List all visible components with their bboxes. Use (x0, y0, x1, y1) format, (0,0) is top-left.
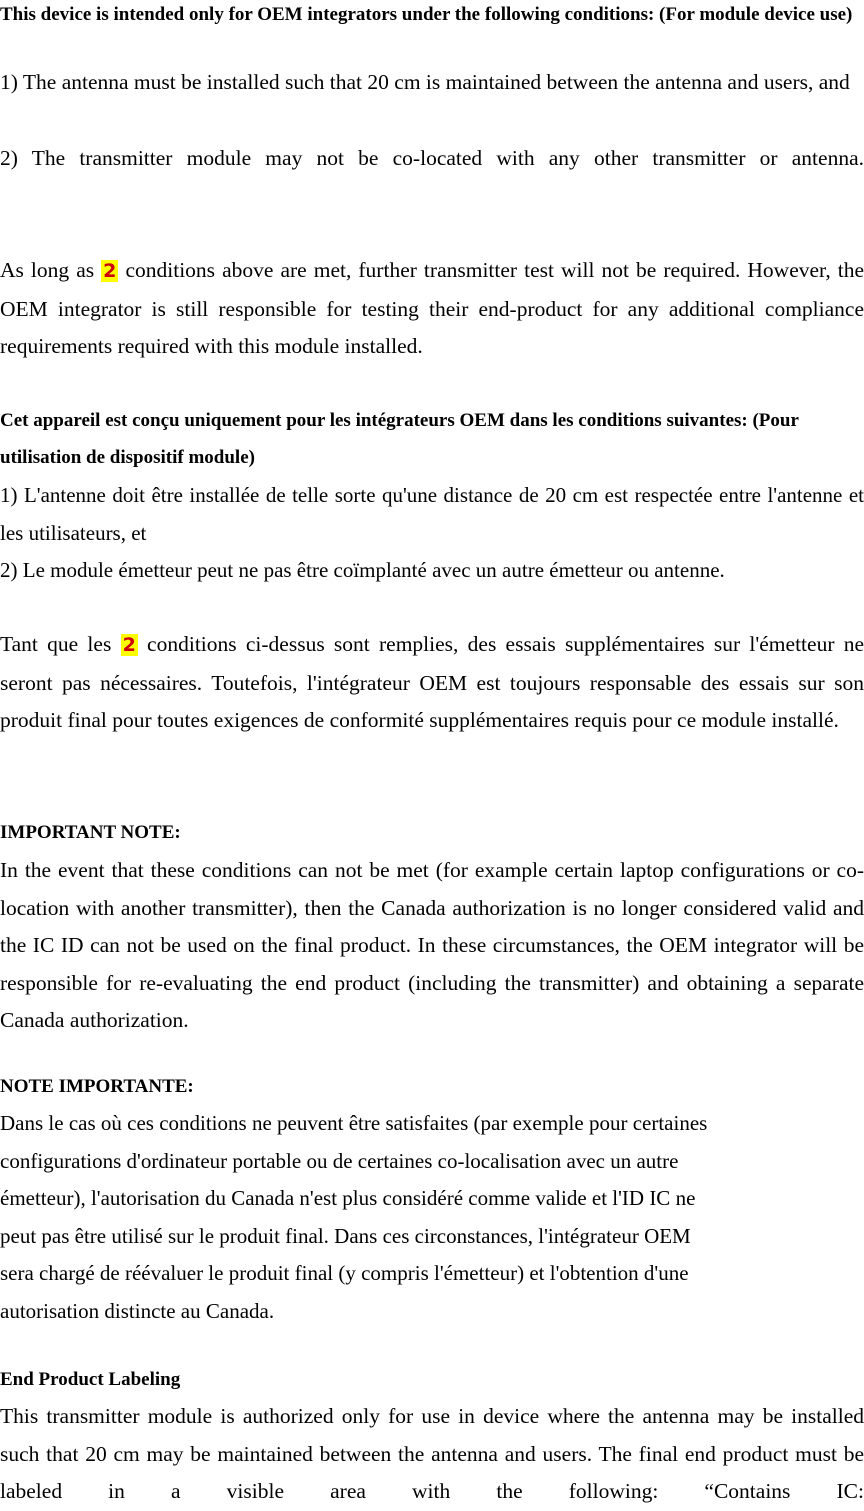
paragraph-lead: As long as (0, 258, 95, 282)
text-line: configurations d'ordinateur portable ou de certaines co-localisation avec un autre (0, 1148, 679, 1173)
important-note-heading-en: IMPORTANT NOTE: (0, 822, 181, 843)
text-line: peut pas être utilisé sur le produit final. Dans ces circonstances, l'intégrateur OEM (0, 1223, 691, 1248)
paragraph-rest: conditions above are met, further transmitter test will not be required. However, the OEM integrator is still responsible for testing their end-product for any additional compliance requirements required with this module installed. (0, 258, 864, 358)
important-note-body-fr (0, 1105, 864, 1330)
oem-condition-2-en: 2) The transmitter module may not be co-located with any other transmitter or antenna. (0, 146, 864, 170)
paragraph-rest: conditions ci-dessus sont remplies, des essais supplémentaires sur l'émetteur ne seront pas nécessaires. Toutefois, l'intégrateur OEM est toujours responsable des essais sur son produit final pour toutes exigences de conformité supplémentaires requis pour ce module installé. (0, 632, 864, 732)
oem-requirement-paragraph-fr (0, 626, 864, 740)
important-note-heading-fr: NOTE IMPORTANTE: (0, 1076, 194, 1097)
text-line: émetteur), l'autorisation du Canada n'est plus considéré comme valide et l'ID IC ne (0, 1186, 696, 1210)
important-note-body-en: In the event that these conditions can not be met (for example certain laptop configurations or co-location with another transmitter), then the Canada authorization is no longer considered valid and the IC ID can not be used on the final product. In these circumstances, the OEM integrator will be responsible for re-evaluating the end product (including the transmitter) and obtaining a separate Canada authorization. (0, 858, 864, 1032)
end-product-labeling-heading: End Product Labeling (0, 1369, 181, 1390)
oem-condition-1-en: 1) The antenna must be installed such that 20 cm is maintained between the antenna and users, and (0, 70, 850, 94)
oem-requirement-paragraph-en (0, 252, 864, 366)
paragraph-lead: Tant que les (0, 632, 112, 656)
text-line: autorisation distincte au Canada. (0, 1298, 275, 1323)
oem-conditions-heading-fr: Cet appareil est conçu uniquement pour les intégrateurs OEM dans les conditions suivantes: (Pour utilisation de dispositif module) (0, 410, 799, 468)
oem-conditions-heading-en: This device is intended only for OEM integrators under the following conditions: (For module device use) (0, 4, 853, 25)
oem-condition-1-fr: 1) L'antenne doit être installée de telle sorte qu'une distance de 20 cm est respectée entre l'antenne et les utilisateurs, et (0, 483, 864, 545)
end-product-labeling-body: This transmitter module is authorized only for use in device where the antenna may be installed such that 20 cm may be maintained between the antenna and users. The final end product must be labeled in a visible area with the following: “Contains IC: (0, 1404, 864, 1503)
highlighted-number: 2 (103, 260, 117, 282)
text-line: Dans le cas où ces conditions ne peuvent être satisfaites (par exemple pour certaines (0, 1111, 708, 1135)
oem-condition-2-fr: 2) Le module émetteur peut ne pas être coïmplanté avec un autre émetteur ou antenne. (0, 558, 725, 582)
text-line: sera chargé de réévaluer le produit final (y compris l'émetteur) et l'obtention d'une (0, 1261, 689, 1285)
highlighted-number: 2 (122, 634, 136, 656)
